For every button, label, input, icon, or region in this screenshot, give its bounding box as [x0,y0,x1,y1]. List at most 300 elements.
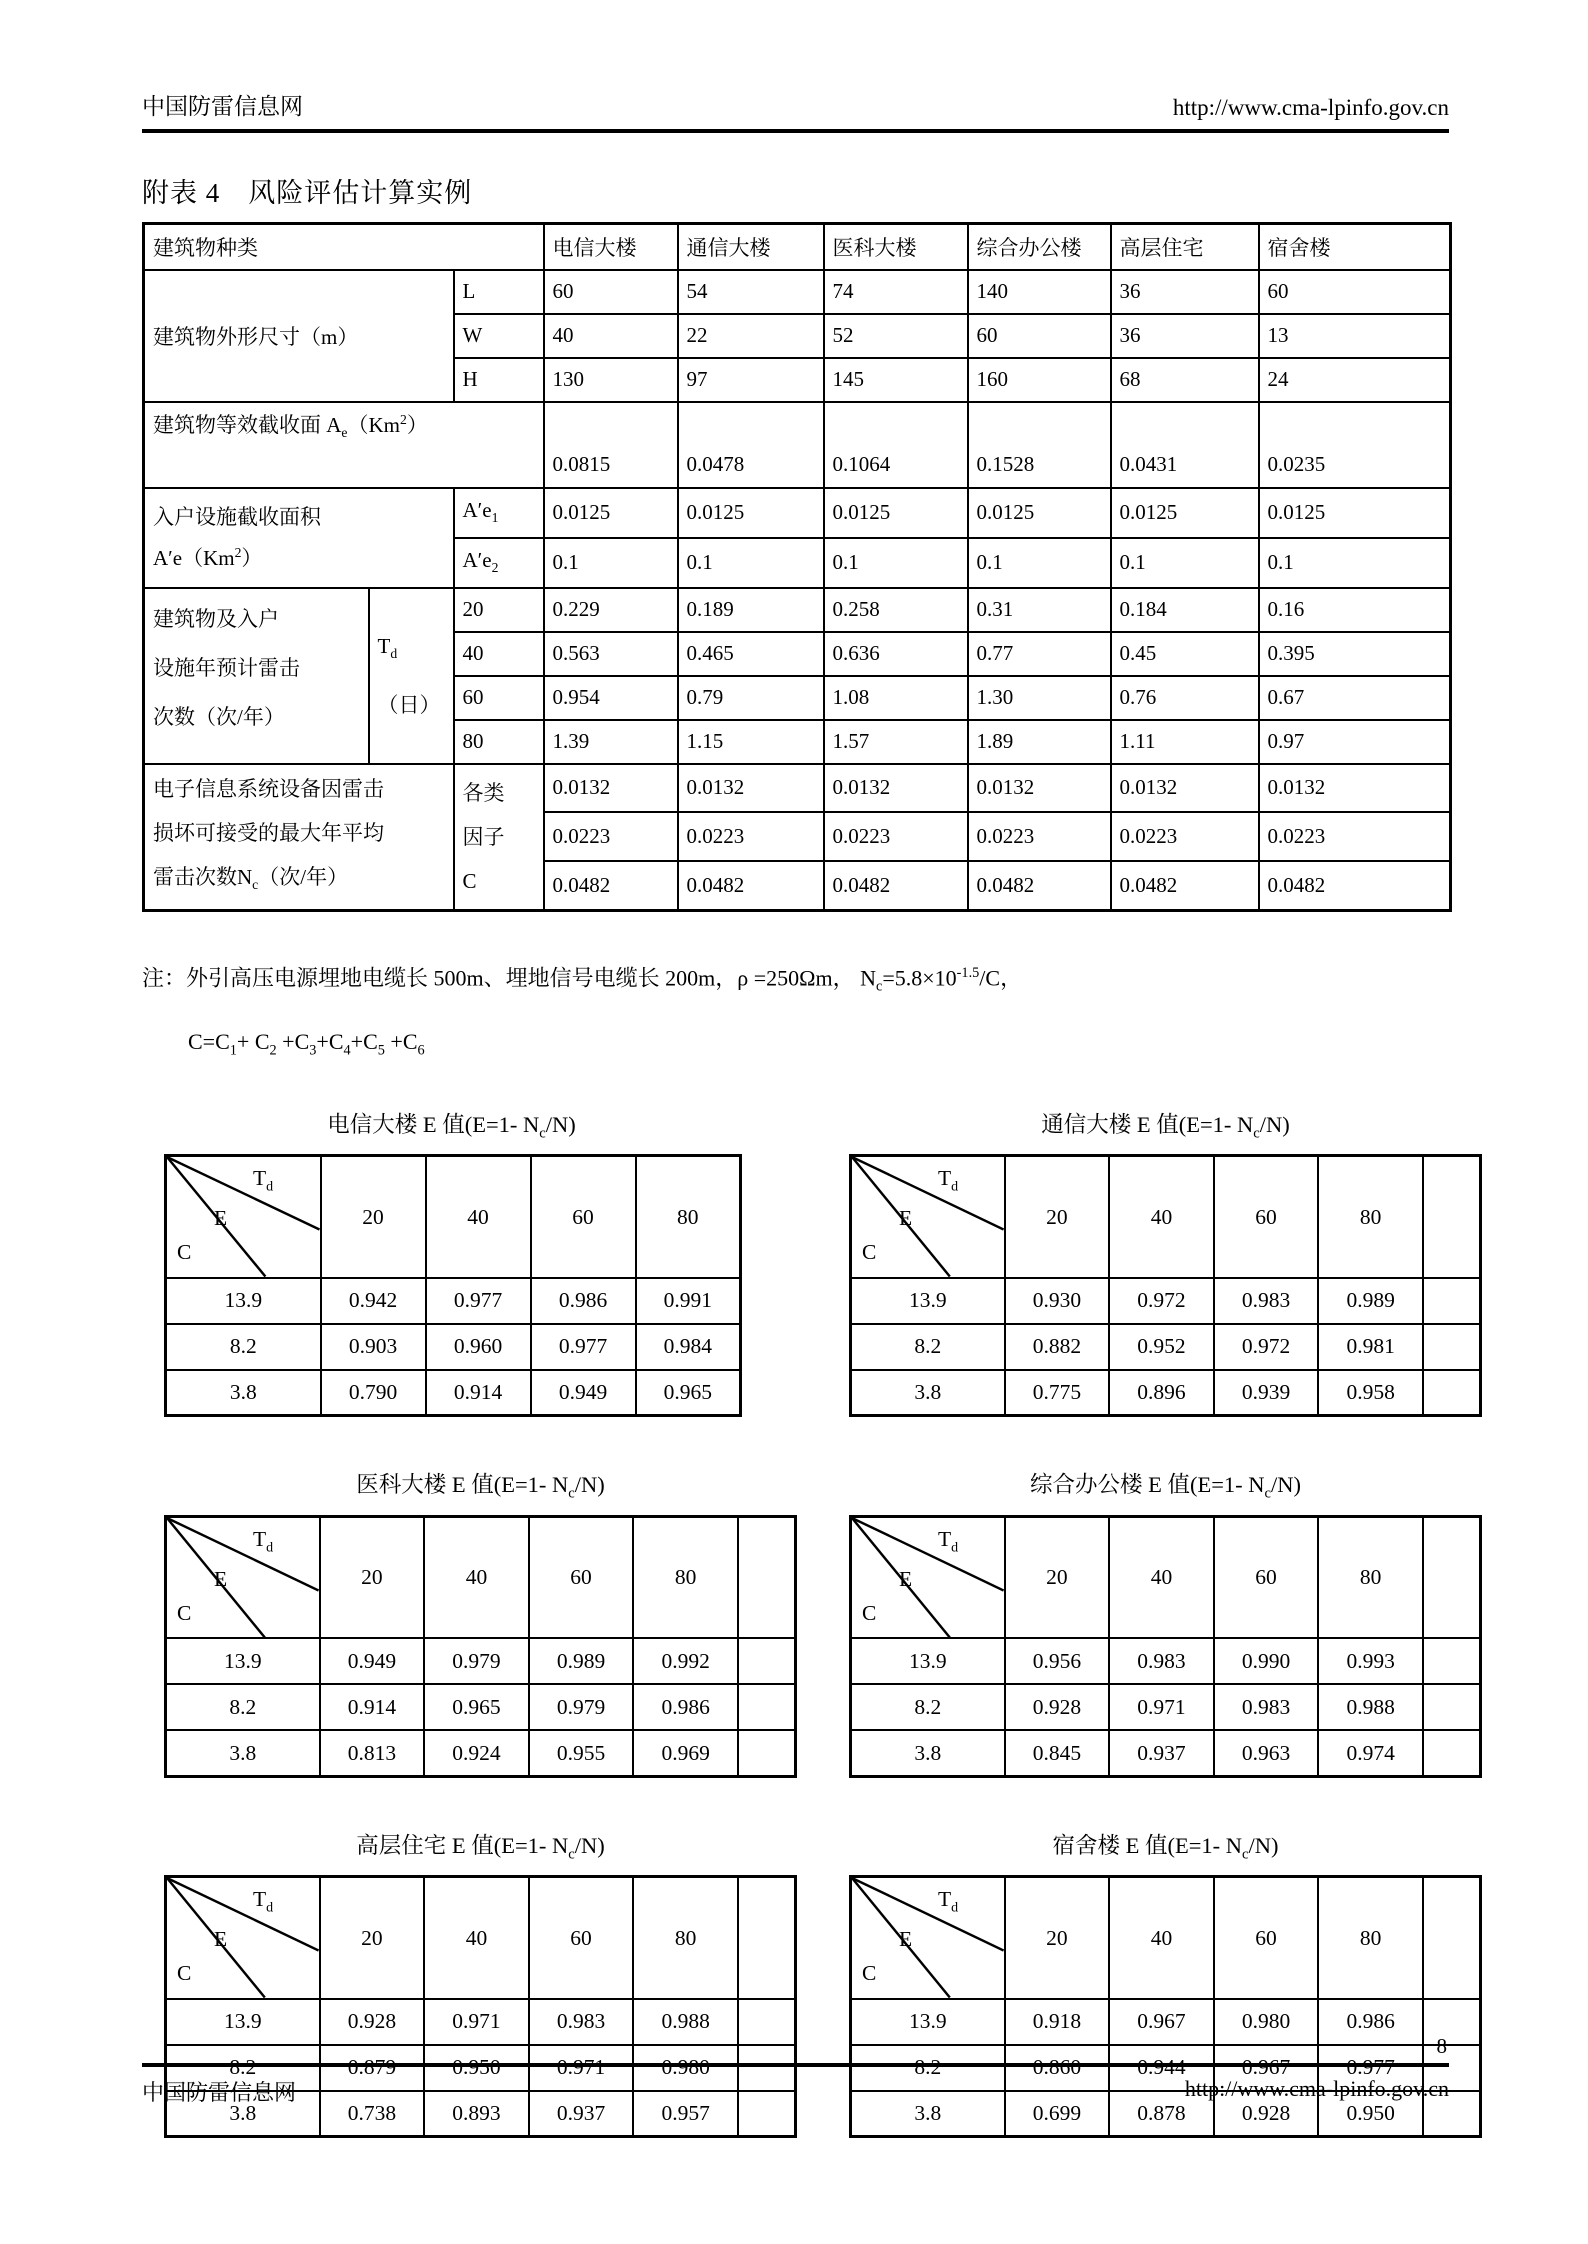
label-line: 建筑物及入户 [153,606,279,631]
corner-e-label: E [214,1566,228,1591]
col-header: 80 [633,1877,738,1999]
cell: 0.790 [321,1370,426,1416]
cell: 0.965 [636,1370,741,1416]
cell: 0.949 [531,1370,636,1416]
cell: 0.988 [1318,1684,1423,1730]
page-number: 8 [1436,2034,1447,2058]
corner-e-label: E [899,1566,913,1591]
cell: 0.16 [1259,588,1451,632]
cell: 60 [544,270,678,314]
col-header: 60 [531,1156,636,1278]
cell: 13 [1259,314,1451,358]
e-table-title: 医科大楼 E 值(E=1- $N_c/N$) [356,1472,605,1502]
cell: 0.928 [1214,2091,1319,2137]
c-value: 3.8 [851,2091,1005,2137]
e-table-header-row [166,1156,741,1278]
cell: 0.977 [426,1278,531,1324]
cell: 0.0223 [824,812,968,861]
cell: 0.924 [424,1730,529,1776]
cell: 0.949 [320,1638,425,1684]
cell: 0.0478 [678,402,824,488]
corner-header-cell [851,1516,1005,1638]
cell: 0.79 [678,676,824,720]
col-header: 20 [1005,1156,1110,1278]
cell: 0.845 [1005,1730,1110,1776]
cell: 0.972 [1214,1324,1319,1370]
e-table-medical [164,1515,797,1778]
c-value: 3.8 [851,1370,1005,1416]
cell: 0.0223 [968,812,1111,861]
cell: 0.229 [544,588,678,632]
cell: 0.0223 [1259,812,1451,861]
col-header: 80 [1318,1156,1423,1278]
col-header: 40 [424,1877,529,1999]
cell: 0.813 [320,1730,425,1776]
cell: 0.991 [636,1278,741,1324]
table-row [144,488,1451,538]
corner-e-label: E [899,1927,913,1952]
cell: 0.0482 [544,861,678,910]
cell: 0.67 [1259,676,1451,720]
empty-cell [738,1638,796,1684]
col-header: 20 [1005,1877,1110,1999]
cell: 0.0482 [678,861,824,910]
cell: 0.918 [1005,1999,1110,2045]
label-line: 设施年预计雷击 [153,655,300,680]
cell: 145 [824,358,968,402]
col-header: 40 [1109,1877,1214,1999]
e-value-tables [142,1107,1449,2139]
cell: 0.0431 [1111,402,1259,488]
e-table-office [849,1515,1482,1778]
col-header: 20 [320,1877,425,1999]
cell: 0.988 [633,1999,738,2045]
cell: 0.903 [321,1324,426,1370]
table-row [851,1370,1481,1416]
cell: 0.971 [424,1999,529,2045]
table-header-row [144,224,1451,270]
cell: 0.986 [633,1684,738,1730]
dim-key: L [454,270,544,314]
c-value: 8.2 [166,1684,320,1730]
cell: 0.97 [1259,720,1451,764]
e-table-header-row [166,1877,796,1999]
cell: 24 [1259,358,1451,402]
label-line: 入户设施截收面积 [153,504,321,529]
cell: 0.1 [824,538,968,588]
cell: 0.928 [1005,1684,1110,1730]
cell: 0.896 [1109,1370,1214,1416]
cell: 0.980 [633,2045,738,2091]
cell: 0.0223 [544,812,678,861]
td-days-label [369,588,454,764]
corner-c-label: C [177,1961,192,1986]
page-header [142,88,1449,133]
col-header: 60 [1214,1516,1319,1638]
c-value: 13.9 [166,1638,320,1684]
cell: 0.0132 [824,764,968,813]
cell: 0.0125 [968,488,1111,538]
c-value: 13.9 [166,1278,321,1324]
cell: 0.0482 [1111,861,1259,910]
e-table-header-row [166,1516,796,1638]
corner-td-label: $T_d$ [938,1887,959,1916]
cell: 0.879 [320,2045,425,2091]
e-table-title: 高层住宅 E 值(E=1- $N_c/N$) [356,1832,605,1863]
building-header: 综合办公楼 [968,224,1111,270]
cell: 0.983 [1214,1278,1319,1324]
cell: 0.184 [1111,588,1259,632]
cell: 160 [968,358,1111,402]
cell: 0.882 [1005,1324,1110,1370]
cell: 0.395 [1259,632,1451,676]
col-header: 40 [424,1516,529,1638]
cell: 0.944 [1109,2045,1214,2091]
e-table-header-row [851,1877,1481,1999]
label-line: 损坏可接受的最大年平均 [153,820,384,845]
c-value: 3.8 [166,1730,320,1776]
col-header: 60 [529,1516,634,1638]
e-table-title: 电信大楼 E 值(E=1- $N_c/N$) [327,1111,576,1142]
empty-cell [1423,1278,1481,1324]
col-header: 80 [636,1156,741,1278]
cell: 0.986 [1318,1999,1423,2045]
cell: 0.563 [544,632,678,676]
corner-header-cell [166,1516,320,1638]
cell: 22 [678,314,824,358]
cell: 0.189 [678,588,824,632]
table-row [166,1730,796,1776]
col-header: 40 [1109,1516,1214,1638]
building-kind-header: 建筑物种类 [144,224,544,270]
cell: 0.986 [531,1278,636,1324]
e-table-header-row [851,1156,1481,1278]
c-value: 3.8 [851,1730,1005,1776]
c-value: 13.9 [851,1999,1005,2045]
table-row [851,1324,1481,1370]
cell: 0.942 [321,1278,426,1324]
empty-cell [1423,1370,1481,1416]
cell: 0.0815 [544,402,678,488]
table-row [166,1638,796,1684]
corner-e-label: E [214,1927,228,1952]
empty-cell [1423,1156,1481,1278]
cell: 0.258 [824,588,968,632]
cell: 0.937 [1109,1730,1214,1776]
cell: 0.989 [529,1638,634,1684]
cell: 54 [678,270,824,314]
cell: 0.937 [529,2091,634,2137]
table-row [166,1370,741,1416]
empty-cell [738,1516,796,1638]
empty-cell [738,1684,796,1730]
annual-strikes-label [144,588,369,764]
col-header: 40 [426,1156,531,1278]
cell: 0.955 [529,1730,634,1776]
empty-cell [1423,1877,1481,1999]
building-header: 通信大楼 [678,224,824,270]
cell: 0.0125 [1111,488,1259,538]
footnote [142,946,1449,1079]
label-line: 雷击次数$N_c$（次/年） [153,864,349,892]
cell: 40 [544,314,678,358]
cell: 0.967 [1214,2045,1319,2091]
corner-td-label: $T_d$ [253,1887,274,1916]
cell: 0.0482 [968,861,1111,910]
cell: 0.0125 [678,488,824,538]
corner-td-label: $T_d$ [253,1526,274,1556]
cell: 0.76 [1111,676,1259,720]
c-value: 8.2 [851,1684,1005,1730]
table-row [166,1684,796,1730]
col-header: 20 [321,1156,426,1278]
corner-c-label: C [862,1240,877,1265]
cell: 0.972 [1109,1278,1214,1324]
cell: 0.969 [633,1730,738,1776]
table-row [144,270,1451,314]
building-header: 电信大楼 [544,224,678,270]
cell: 1.39 [544,720,678,764]
col-header: 60 [529,1877,634,1999]
col-header: 40 [1109,1156,1214,1278]
c-value: 8.2 [851,2045,1005,2091]
cell: 1.89 [968,720,1111,764]
c-value: 13.9 [166,1999,320,2045]
c-value: 8.2 [166,2045,320,2091]
entry-key: $A'e_2$ [454,538,544,588]
c-value: 13.9 [851,1278,1005,1324]
cell: 0.939 [1214,1370,1319,1416]
cell: 97 [678,358,824,402]
cell: 0.914 [320,1684,425,1730]
cell: 0.950 [424,2045,529,2091]
cell: 0.465 [678,632,824,676]
cell: 60 [968,314,1111,358]
page-footer [142,2034,1449,2107]
cell: 36 [1111,314,1259,358]
cell: 0.983 [529,1999,634,2045]
table-row [144,588,1451,632]
corner-header-cell [851,1156,1005,1278]
dim-key: W [454,314,544,358]
cell: 0.984 [636,1324,741,1370]
corner-td-label: $T_d$ [938,1166,959,1195]
corner-c-label: C [862,1600,877,1625]
c-value: 3.8 [166,2091,320,2137]
building-header: 高层住宅 [1111,224,1259,270]
table-row [144,764,1451,813]
label-line: $T_d$ [377,634,398,662]
cell: 0.963 [1214,1730,1319,1776]
cell: 0.1064 [824,402,968,488]
cell: 0.0482 [824,861,968,910]
cell: 0.0132 [678,764,824,813]
table-row [851,1638,1481,1684]
cell: 0.775 [1005,1370,1110,1416]
cell: 0.1 [678,538,824,588]
cell: 0.956 [1005,1638,1110,1684]
e-table-title: 通信大楼 E 值(E=1- $N_c/N$) [1041,1111,1290,1142]
cell: 68 [1111,358,1259,402]
cell: 74 [824,270,968,314]
td-key: 60 [454,676,544,720]
cell: 0.0482 [1259,861,1451,910]
label-line: C [462,868,477,893]
cell: 0.1 [1111,538,1259,588]
site-name: 中国防雷信息网 [142,94,303,119]
cell: 1.57 [824,720,968,764]
cell: 130 [544,358,678,402]
cell: 0.965 [424,1684,529,1730]
cell: 0.0125 [824,488,968,538]
col-header: 60 [1214,1156,1319,1278]
c-value: 8.2 [166,1324,321,1370]
td-key: 80 [454,720,544,764]
footer-site-name: 中国防雷信息网 [142,2080,297,2105]
cell: 0.950 [1318,2091,1423,2137]
cell: 0.1 [544,538,678,588]
e-table-block-telecom [164,1107,797,1418]
cell: 0.958 [1318,1370,1423,1416]
cell: 0.990 [1214,1638,1319,1684]
cell: 0.928 [320,1999,425,2045]
cell: 0.0125 [544,488,678,538]
cell: 0.0223 [678,812,824,861]
corner-e-label: E [214,1206,228,1231]
c-value: 8.2 [851,1324,1005,1370]
label-line: 次数（次/年） [153,704,285,729]
cell: 0.977 [531,1324,636,1370]
cell: 52 [824,314,968,358]
cell: 0.77 [968,632,1111,676]
e-table-title: 综合办公楼 E 值(E=1- $N_c/N$) [1029,1472,1302,1502]
cell: 0.977 [1318,2045,1423,2091]
cell: 0.979 [424,1638,529,1684]
nc-label [144,764,454,911]
corner-e-label: E [899,1206,913,1231]
label-line: 电子信息系统设备因雷击 [153,776,384,801]
dim-key: H [454,358,544,402]
building-header: 医科大楼 [824,224,968,270]
empty-cell [738,1877,796,1999]
col-header: 60 [1214,1877,1319,1999]
corner-td-label: $T_d$ [253,1166,274,1195]
cell: 0.0132 [1111,764,1259,813]
label-line: （日） [377,692,441,717]
footer-site-url[interactable]: http://www.cma-lpinfo.gov.cn [1184,2076,1449,2101]
corner-header-cell [166,1877,320,1999]
label-line: A′e（Km$^2$） [153,544,263,570]
cell: 0.0132 [544,764,678,813]
table-row [166,1278,741,1324]
risk-assessment-table [142,222,1452,912]
cell: 0.893 [424,2091,529,2137]
dimensions-label: 建筑物外形尺寸（m） [144,270,454,402]
td-key: 40 [454,632,544,676]
cell: 0.993 [1318,1638,1423,1684]
cell: 0.878 [1109,2091,1214,2137]
cell: 0.952 [1109,1324,1214,1370]
e-table-title: 宿舍楼 E 值(E=1- $N_c/N$) [1052,1832,1279,1863]
cell: 0.983 [1214,1684,1319,1730]
site-url[interactable]: http://www.cma-lpinfo.gov.cn [1172,95,1449,120]
cell: 0.0125 [1259,488,1451,538]
cell: 0.1 [968,538,1111,588]
cell: 0.957 [633,2091,738,2137]
cell: 0.983 [1109,1638,1214,1684]
e-table-communication [849,1154,1482,1417]
col-header: 80 [1318,1877,1423,1999]
corner-c-label: C [177,1240,192,1265]
table-row [851,1684,1481,1730]
table-row [851,1278,1481,1324]
label-line: 因子 [462,824,505,849]
cell: 0.960 [426,1324,531,1370]
factor-label [454,764,544,911]
building-header: 宿舍楼 [1259,224,1451,270]
table-row [144,402,1451,488]
table-row [851,1730,1481,1776]
empty-cell [1423,1684,1481,1730]
cell: 0.980 [1214,1999,1319,2045]
e-table-block-communication [849,1107,1482,1418]
cell: 0.989 [1318,1278,1423,1324]
col-header: 20 [320,1516,425,1638]
col-header: 20 [1005,1516,1110,1638]
cell: 1.08 [824,676,968,720]
e-table-header-row [851,1516,1481,1638]
cell: 0.992 [633,1638,738,1684]
cell: 1.30 [968,676,1111,720]
cell: 60 [1259,270,1451,314]
label-line: 各类 [462,780,505,805]
cell: 0.860 [1005,2045,1110,2091]
footnote-line: $C=C_1+ C_2 +C_3+C_4+C_5 +C_6$ [188,1029,425,1059]
cell: 0.954 [544,676,678,720]
equivalent-area-label: 建筑物等效截收面 $A_e(Km^2)$ [144,402,544,488]
footnote-line: 注：外引高压电源埋地电缆长 500m、埋地信号电缆长 200m，ρ =250Ωm， $N_c=5.8\times 10^{-1.5}/C$， [142,964,1023,995]
cell: 0.967 [1109,1999,1214,2045]
corner-header-cell [166,1156,321,1278]
empty-cell [1423,1638,1481,1684]
cell: 0.0223 [1111,812,1259,861]
empty-cell [1423,1516,1481,1638]
cell: 36 [1111,270,1259,314]
cell: 0.636 [824,632,968,676]
cell: 0.0132 [1259,764,1451,813]
e-table-block-office [849,1467,1482,1778]
corner-c-label: C [862,1961,877,1986]
e-table-block-medical [164,1467,797,1778]
cell: 0.699 [1005,2091,1110,2137]
cell: 0.31 [968,588,1111,632]
cell: 0.974 [1318,1730,1423,1776]
cell: 0.981 [1318,1324,1423,1370]
entry-area-label [144,488,454,588]
c-value: 13.9 [851,1638,1005,1684]
c-value: 3.8 [166,1370,321,1416]
corner-header-cell [851,1877,1005,1999]
entry-key: $A'e_1$ [454,488,544,538]
cell: 0.1 [1259,538,1451,588]
page-title: 附表 4 风险评估计算实例 [142,178,473,208]
cell: 0.738 [320,2091,425,2137]
empty-cell [1423,1730,1481,1776]
empty-cell [738,1730,796,1776]
cell: 0.0132 [968,764,1111,813]
corner-td-label: $T_d$ [938,1526,959,1556]
cell: 1.15 [678,720,824,764]
